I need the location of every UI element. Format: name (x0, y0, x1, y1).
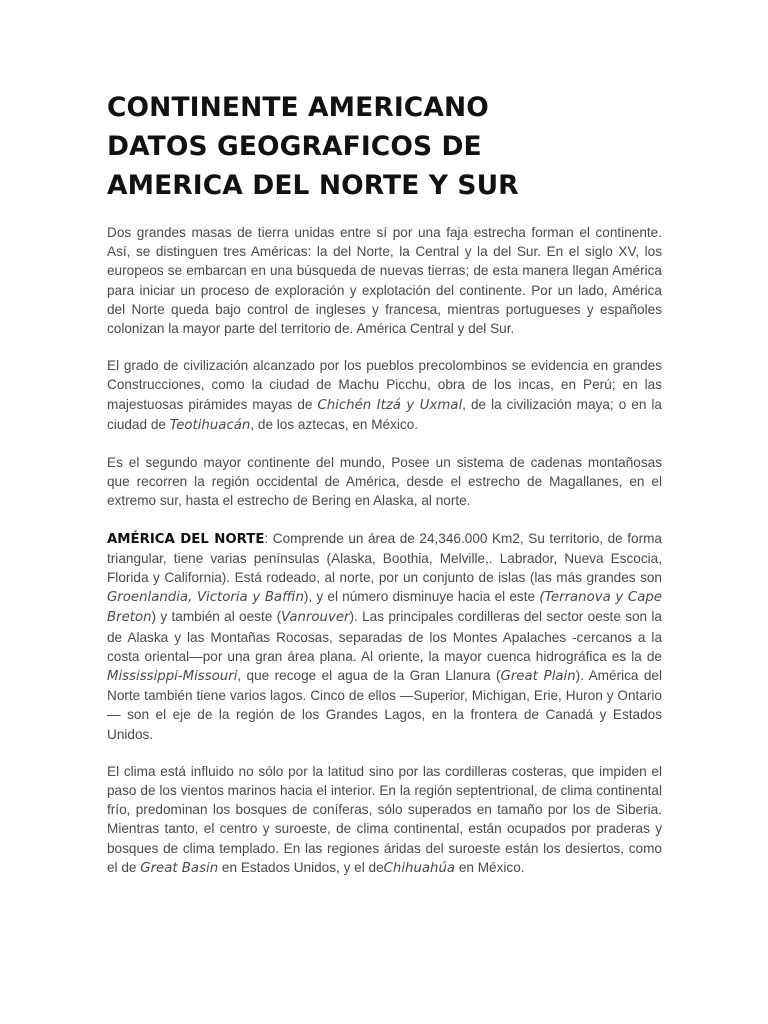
paragraph-climate: El clima está influido no sólo por la latitud sino por las cordilleras costeras, que impiden el paso de los vientos marinos hacia el interior. En la región septentrional, de clima continental frío, predominan los bosques de coníferas, sólo superados en tamaño por los de Siberia. Mientras tanto, el centro y suroeste, de clima continental, están ocupados por praderas y bosques de clima templado. En las regiones áridas del suroeste están los desiertos, como el de Great Basin en Estados Unidos, y el deChihuahúa en México. (107, 763, 662, 876)
document-title (107, 88, 662, 205)
section-heading-america-del-norte: AMÉRICA DEL NORTE (107, 531, 265, 547)
italic-mississippi: Mississippi-Missouri (107, 669, 238, 685)
italic-great-basin: Great Basin (140, 860, 219, 876)
paragraph-mountains: Es el segundo mayor continente del mundo, Posee un sistema de cadenas montañosas que recorren la región occidental de América, desde el estrecho de Magallanes, en el extremo sur, hasta el estrecho de Bering en Alaska, al norte. (107, 455, 662, 509)
document-page (107, 88, 662, 878)
italic-teotihuacan: Teotihuacán (169, 417, 251, 433)
paragraph-north-america: AMÉRICA DEL NORTE: Comprende un área de 24,346.000 Km2, Su territorio, de forma triangular, tiene varias penínsulas (Alaska, Boothia, Melville,. Labrador, Nueva Escocia, Florida y California). Está rodeado, al norte, por un conjunto de islas (las más grandes son Groenlandia, Victoria y Baffin), y el número disminuye hacia el este (Terranova y Cape Breton) y también al oeste (Vanrouver). Las principales cordilleras del sector oeste son la de Alaska y las Montañas Rocosas, separadas de los Montes Apalaches -cercanos a la costa oriental—por una gran área plana. Al oriente, la mayor cuenca hidrográfica es la de Mississippi-Missouri, que recoge el agua de la Gran Llanura (Great Plain). América del Norte también tiene varios lagos. Cinco de ellos —Superior, Michigan, Erie, Huron y Ontario— son el eje de la región de los Grandes Lagos, en la frontera de Canadá y Estados Unidos. (107, 530, 662, 742)
title-line-2: DATOS GEOGRAFICOS DE (107, 131, 482, 162)
paragraph-civilization: El grado de civilización alcanzado por los pueblos precolombinos se evidencia en grandes Construcciones, como la ciudad de Machu Picchu, obra de los incas, en Perú; en las majestuosas pirámides mayas de Chichén Itzá y Uxmal, de la civilización maya; o en la ciudad de Teotihuacán, de los aztecas, en México. (107, 358, 662, 433)
italic-chihuahua: Chihuahúa (383, 860, 456, 876)
italic-vanrouver: Vanrouver (281, 610, 350, 626)
italic-terranova: (Terranova y Cape Breton (107, 590, 662, 626)
title-line-1: CONTINENTE AMERICANO (107, 92, 489, 123)
title-line-3: AMERICA DEL NORTE Y SUR (107, 170, 519, 201)
italic-chichen-itza: Chichén Itzá y Uxmal (317, 397, 463, 413)
italic-islands: Groenlandia, Victoria y Baffin (107, 590, 304, 606)
paragraph-intro: Dos grandes masas de tierra unidas entre sí por una faja estrecha forman el continente. Así, se distinguen tres Américas: la del Norte, la Central y la del Sur. En el siglo XV, los europeos se embarcan en una búsqueda de nuevas tierras; de esta manera llegan América para iniciar un proceso de exploración y explotación del continente. Por un lado, América del Norte queda bajo control de ingleses y francesa, mientras portugueses y españoles colonizan la mayor parte del territorio de. América Central y del Sur. (107, 225, 662, 337)
italic-great-plain: Great Plain (500, 669, 576, 685)
